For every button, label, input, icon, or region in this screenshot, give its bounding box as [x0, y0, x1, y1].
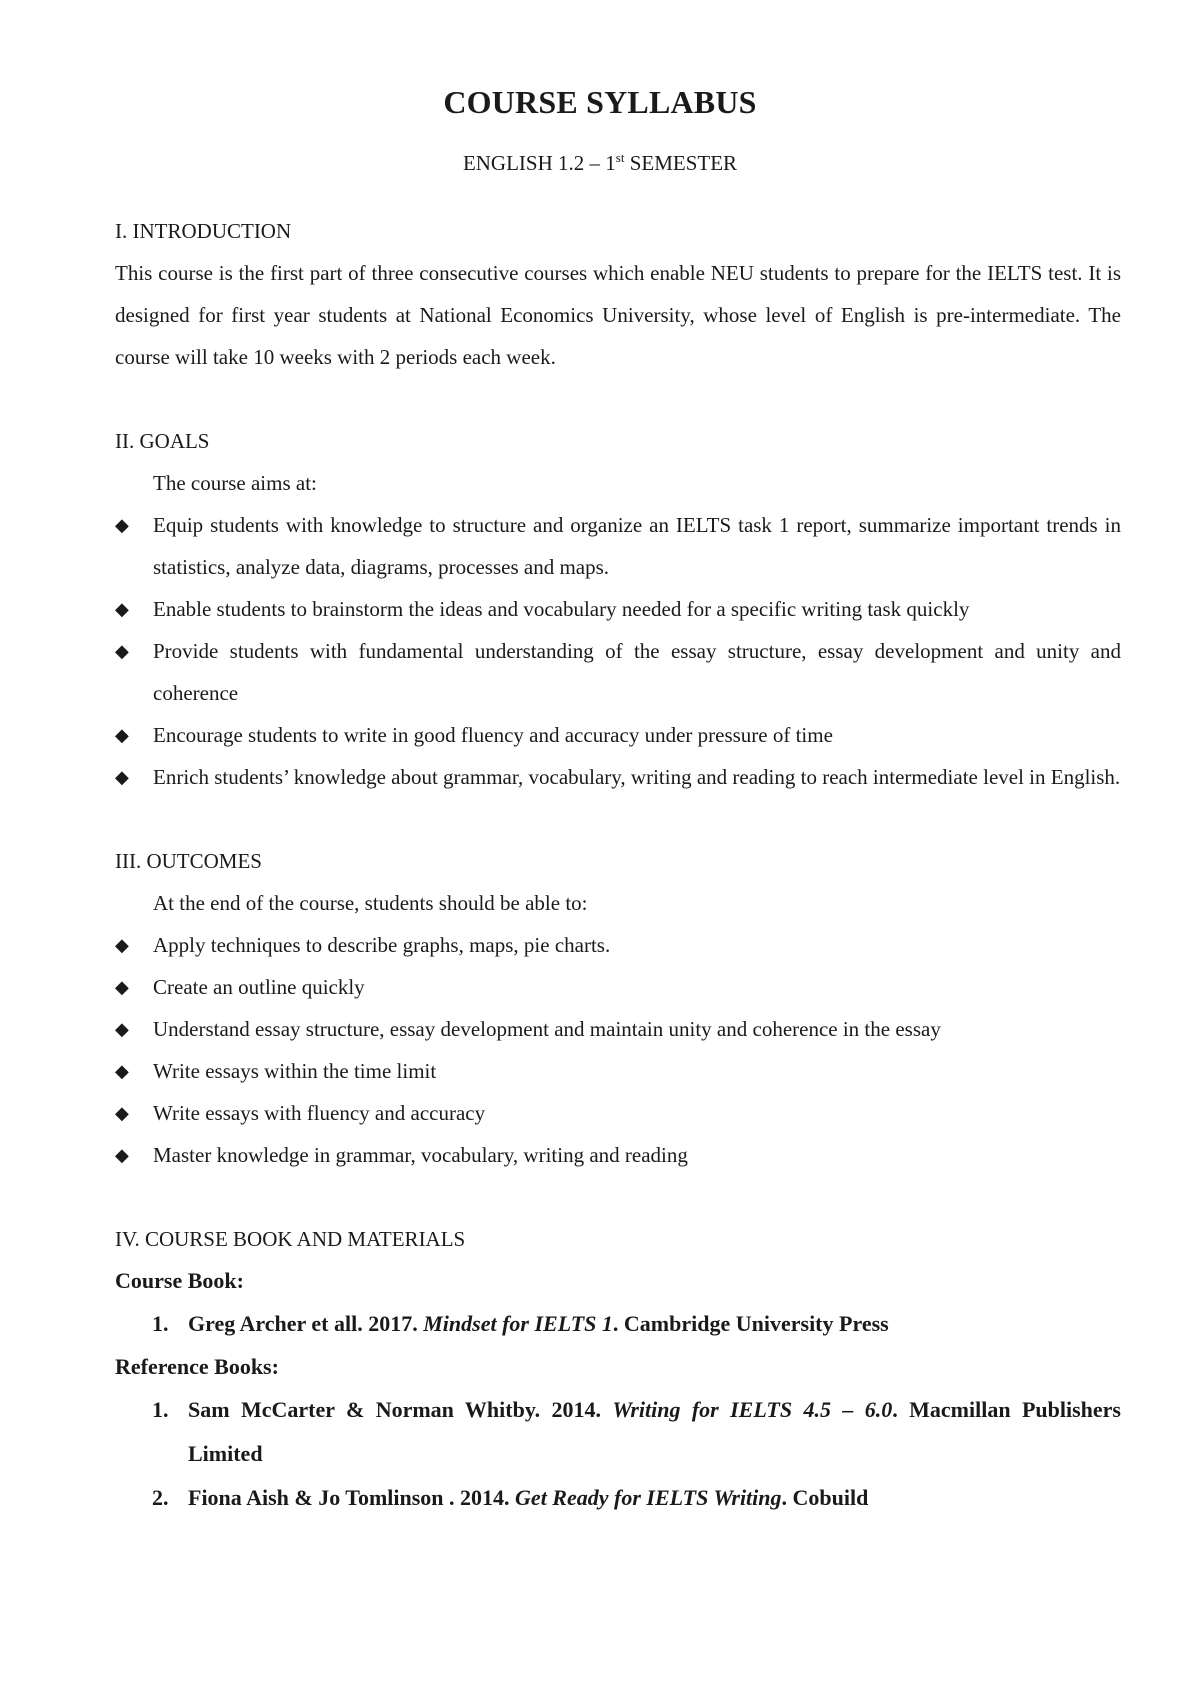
subtitle-sup: st [615, 150, 625, 165]
subtitle-pre: ENGLISH 1.2 – 1 [462, 151, 616, 175]
reference-item [115, 1388, 1121, 1476]
goal-item [115, 588, 1121, 630]
outcome-item [115, 1050, 1121, 1092]
outcome-item [115, 1134, 1121, 1176]
goal-text: Encourage students to write in good fluency and accuracy under pressure of time [153, 723, 833, 747]
outcome-text: Apply techniques to describe graphs, maps, pie charts. [153, 933, 611, 957]
item-number: 1. [152, 1311, 169, 1336]
diamond-bullet-icon: ◆ [115, 1061, 129, 1081]
diamond-bullet-icon: ◆ [115, 725, 129, 745]
intro-paragraph: This course is the first part of three consecutive courses which enable NEU students to prepare for the IELTS test. It is designed for first year students at National Economics University, whose level of English is pre-intermediate. The course will take 10 weeks with 2 periods each week. [115, 261, 1121, 369]
course-book-item [115, 1302, 1121, 1346]
book-author: Greg Archer et all. 2017. [188, 1311, 424, 1336]
goal-item [115, 714, 1121, 756]
goal-item [115, 504, 1121, 588]
goal-item [115, 756, 1121, 798]
outcome-item [115, 1008, 1121, 1050]
reference-label: Reference Books: [115, 1354, 279, 1379]
intro-heading: I. INTRODUCTION [115, 219, 292, 243]
outcome-item [115, 1092, 1121, 1134]
goal-text: Enrich students’ knowledge about grammar, vocabulary, writing and reading to reach intermediate level in English. [153, 765, 1121, 789]
page-title: COURSE SYLLABUS [443, 84, 757, 120]
goals-lead: The course aims at: [153, 471, 317, 495]
diamond-bullet-icon: ◆ [115, 935, 129, 955]
document-body [115, 210, 1121, 1520]
outcome-text: Create an outline quickly [153, 975, 365, 999]
outcome-text: Write essays with fluency and accuracy [153, 1101, 486, 1125]
outcome-text: Master knowledge in grammar, vocabulary, writing and reading [153, 1143, 688, 1167]
goal-text: Enable students to brainstorm the ideas and vocabulary needed for a specific writing task quickly [153, 597, 970, 621]
subtitle-post: SEMESTER [624, 151, 738, 175]
item-number: 1. [152, 1397, 169, 1422]
book-author: Sam McCarter & Norman Whitby. 2014. [188, 1397, 613, 1422]
course-book-label: Course Book: [115, 1268, 244, 1293]
diamond-bullet-icon: ◆ [115, 1019, 129, 1039]
book-title: Get Ready for IELTS Writing [515, 1485, 782, 1510]
outcome-text: Understand essay structure, essay development and maintain unity and coherence in the essay [153, 1017, 941, 1041]
goal-text: Provide students with fundamental understanding of the essay structure, essay development and unity and coherence [153, 639, 1121, 705]
outcome-item [115, 966, 1121, 1008]
book-author: Fiona Aish & Jo Tomlinson . 2014. [188, 1485, 516, 1510]
diamond-bullet-icon: ◆ [115, 767, 129, 787]
outcome-item [115, 924, 1121, 966]
page-subtitle [0, 150, 1200, 176]
book-publisher: . Cambridge University Press [612, 1311, 889, 1336]
outcome-text: Write essays within the time limit [153, 1059, 437, 1083]
outcomes-lead: At the end of the course, students should be able to: [153, 891, 588, 915]
diamond-bullet-icon: ◆ [115, 1103, 129, 1123]
reference-item [115, 1476, 1121, 1520]
materials-heading: IV. COURSE BOOK AND MATERIALS [115, 1227, 466, 1251]
book-title: Writing for IELTS 4.5 – 6.0 [612, 1397, 893, 1422]
diamond-bullet-icon: ◆ [115, 641, 129, 661]
goals-heading: II. GOALS [115, 429, 210, 453]
diamond-bullet-icon: ◆ [115, 1145, 129, 1165]
goal-text: Equip students with knowledge to structure and organize an IELTS task 1 report, summarize important trends in statistics, analyze data, diagrams, processes and maps. [153, 513, 1121, 579]
diamond-bullet-icon: ◆ [115, 599, 129, 619]
diamond-bullet-icon: ◆ [115, 977, 129, 997]
book-publisher: . Macmillan Publishers Limited [188, 1397, 1121, 1466]
item-number: 2. [152, 1485, 169, 1510]
outcomes-heading: III. OUTCOMES [115, 849, 262, 873]
diamond-bullet-icon: ◆ [115, 515, 129, 535]
goal-item [115, 630, 1121, 714]
book-title: Mindset for IELTS 1 [423, 1311, 613, 1336]
book-publisher: . Cobuild [781, 1485, 869, 1510]
